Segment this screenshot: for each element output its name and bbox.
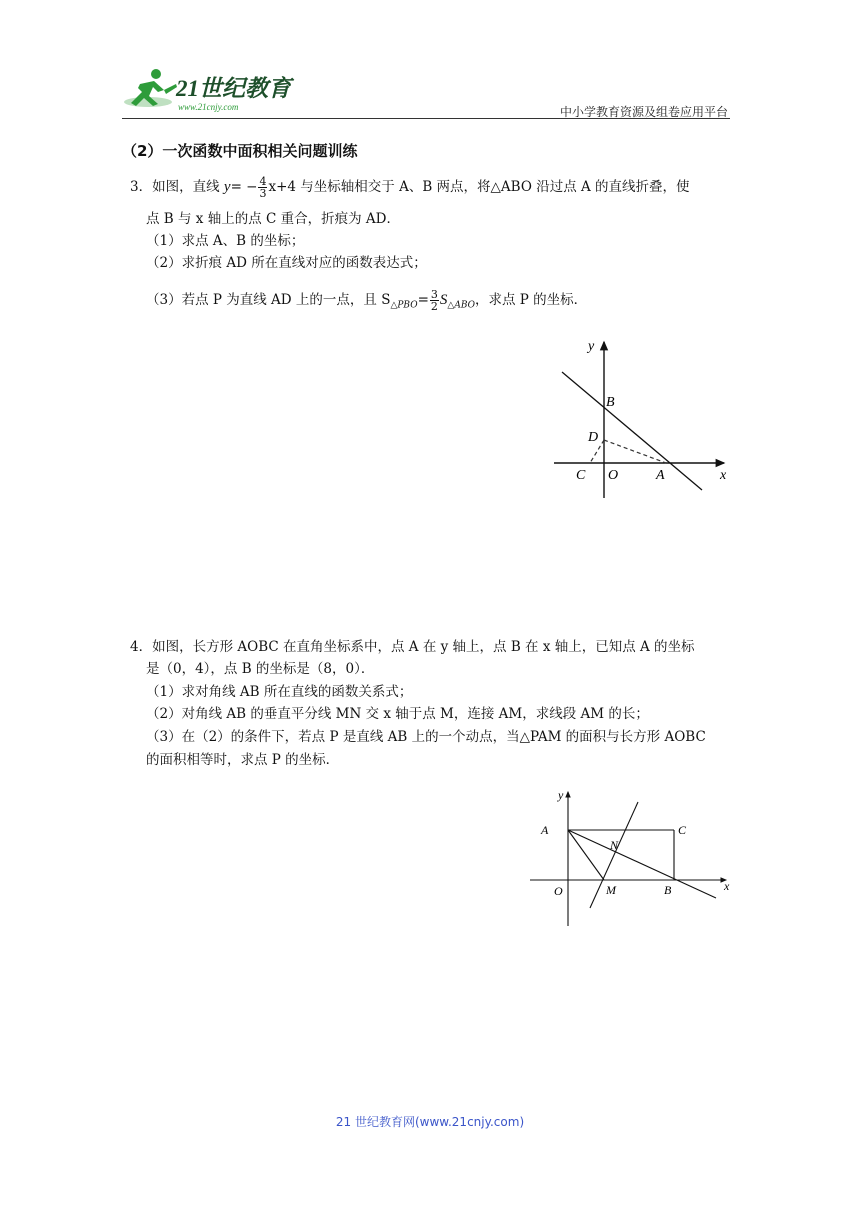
q3-var-y: y (223, 179, 231, 195)
q3-fraction2 (430, 289, 439, 312)
q3-frac2-den: 2 (430, 300, 438, 313)
q3-label-a: A (656, 468, 665, 483)
q3-label-b: B (606, 395, 615, 410)
q3-line1-b: = − (230, 179, 258, 195)
q4-line1: 4．如图，长方形 AOBC 在直角坐标系中，点 A 在 y 轴上，点 B 在 x 轴上，已知点 A 的坐标 (130, 639, 695, 655)
logo-text: 21世纪教育 (176, 76, 291, 101)
q3-line1-a: 3．如图，直线 (130, 179, 224, 195)
header-divider (122, 118, 730, 119)
q3-fraction (258, 176, 267, 199)
q4-label-a: A (541, 823, 549, 837)
q3-figure (552, 336, 734, 498)
q4-label-c: C (678, 823, 687, 837)
q4-segment-am (568, 830, 604, 880)
q3-sub2: （2）求折痕 AD 所在直线对应的函数表达式； (146, 255, 427, 271)
q3-sub3-b: = (417, 292, 429, 308)
q3-label-y: y (588, 339, 595, 354)
q3-frac-num: 4 (259, 175, 267, 188)
q3-label-d: D (588, 430, 599, 445)
q3-line2: 点 B 与 x 轴上的点 C 重合，折痕为 AD． (146, 211, 400, 227)
q3-sub3-subscript2: △ABO (447, 300, 475, 311)
q4-label-x: x (724, 879, 730, 893)
q4-sub2: （2）对角线 AB 的垂直平分线 MN 交 x 轴于点 M，连接 AM，求线段 AM 的长； (146, 706, 649, 722)
q4-sub3a: （3）在（2）的条件下，若点 P 是直线 AB 上的一个动点，当△PAM 的面积与长方形 AOBC (146, 729, 706, 745)
q3-label-x: x (720, 468, 727, 483)
q4-label-b: B (664, 883, 672, 897)
q4-line2: 是（0，4），点 B 的坐标是（8，0）． (146, 661, 375, 677)
q4-diagonal-ab (568, 830, 716, 898)
q3-sub3-a: （3）若点 P 为直线 AD 上的一点，且 S (146, 292, 391, 308)
q3-sub3 (146, 289, 587, 316)
q3-frac2-num: 3 (430, 288, 438, 301)
q4-sub3b: 的面积相等时，求点 P 的坐标． (146, 752, 340, 768)
header-tagline: 中小学教育资源及组卷应用平台 (559, 105, 728, 119)
q3-sub3-d: ，求点 P 的坐标． (475, 292, 588, 308)
q3-frac-den: 3 (259, 187, 267, 200)
section-title: （2）一次函数中面积相关问题训练 (122, 142, 358, 160)
q4-label-m: M (606, 883, 616, 897)
q3-line1 (130, 176, 690, 199)
logo (120, 66, 295, 116)
q4-label-n: N (610, 838, 619, 852)
q3-sub3-subscript1: △PBO (390, 300, 418, 311)
q4-label-y: y (558, 788, 564, 802)
q4-sub1: （1）求对角线 AB 所在直线的函数关系式； (146, 684, 413, 700)
q4-label-o: O (554, 884, 563, 898)
q3-label-o: O (608, 468, 619, 483)
q4-figure (528, 786, 736, 928)
q3-line1-c: x+4 与坐标轴相交于 A、B 两点，将△ABO 沿过点 A 的直线折叠，使 (268, 179, 690, 195)
logo-icon (120, 66, 295, 116)
q3-sub1: （1）求点 A、B 的坐标； (146, 233, 305, 249)
footer-link[interactable]: 21 世纪教育网(www.21cnjy.com) (335, 1115, 525, 1129)
q3-label-c: C (576, 468, 586, 483)
logo-url: www.21cnjy.com (178, 102, 239, 112)
q3-sub3-s: S (439, 292, 448, 308)
